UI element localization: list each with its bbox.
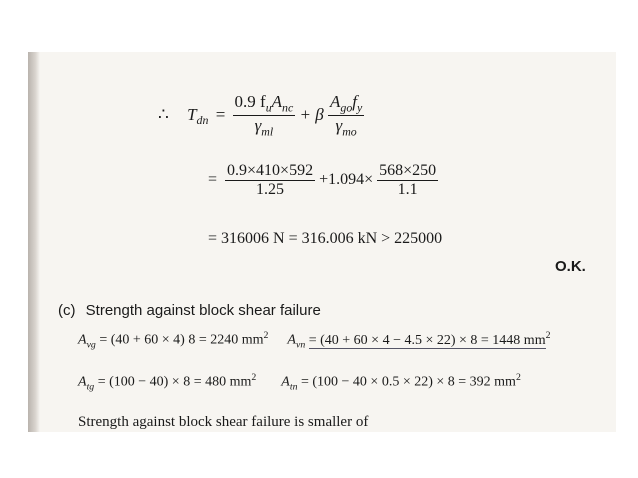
atn-sup: 2 xyxy=(515,372,521,383)
atn-sub: tn xyxy=(289,381,298,393)
avg-expression: = (40 + 60 × 4) 8 = 2240 mm xyxy=(99,332,264,348)
avn-sup: 2 xyxy=(545,330,551,341)
fraction-ago-fy xyxy=(328,92,364,140)
frac1-num-a-sub: nc xyxy=(282,100,294,115)
avg-sub: vg xyxy=(86,339,96,351)
atg-sup: 2 xyxy=(251,372,257,383)
frac1-den-sub: ml xyxy=(261,124,274,139)
plus-1094: +1.094× xyxy=(319,171,374,189)
equation-tdn-formula xyxy=(158,92,364,140)
atn-expression: = (100 − 40 × 0.5 × 22) × 8 = 392 mm xyxy=(300,374,516,390)
atg-expression: = (100 − 40) × 8 = 480 mm xyxy=(97,374,252,390)
tdn-subscript: dn xyxy=(196,113,209,128)
atg-sub: tg xyxy=(86,381,95,393)
frac-numeric-1-num: 0.9×410×592 xyxy=(227,162,314,179)
avn-expression: = (40 + 60 × 4 − 4.5 × 22) × 8 = 1448 mm xyxy=(308,332,546,348)
therefore-symbol: ∴ xyxy=(158,104,169,124)
area-row-1 xyxy=(78,330,551,350)
equation-result: = 316006 N = 316.006 kN > 225000 xyxy=(208,230,443,247)
frac2-numerator: A xyxy=(329,92,341,111)
textbook-page xyxy=(28,52,616,432)
frac2-den-sub: mo xyxy=(342,124,357,139)
frac1-num-a: A xyxy=(271,92,283,111)
equals-sign-2: = xyxy=(208,171,218,189)
avn-sub: vn xyxy=(295,339,306,351)
section-label: (c) xyxy=(58,302,76,319)
tdn-symbol: T xyxy=(187,104,197,124)
section-title: Strength against block shear failure xyxy=(85,302,321,319)
fraction-numeric-1 xyxy=(225,162,315,199)
frac1-numerator: 0.9 f xyxy=(234,92,266,111)
area-row-2 xyxy=(78,372,521,392)
frac-numeric-2-den: 1.1 xyxy=(377,180,438,199)
avn-symbol: A xyxy=(287,332,296,348)
atg-symbol: A xyxy=(78,374,87,390)
frac-numeric-1-den: 1.25 xyxy=(225,180,315,199)
atn-symbol: A xyxy=(281,374,290,390)
frac2-num-sub: go xyxy=(340,100,353,115)
section-heading xyxy=(58,302,321,319)
block-shear-smaller-of: Strength against block shear failure is smaller of xyxy=(78,414,369,430)
frac2-num-f-sub: y xyxy=(357,100,363,115)
frac2-num-f: f xyxy=(352,92,357,111)
plus-beta: + β xyxy=(299,104,324,124)
fraction-numeric-2 xyxy=(377,162,438,199)
frac1-num-sub: u xyxy=(265,100,272,115)
frac-numeric-2-num: 568×250 xyxy=(379,162,437,179)
equation-numeric-substitution xyxy=(208,162,438,199)
equals-sign: = xyxy=(215,104,226,124)
ok-label: O.K. xyxy=(555,258,586,275)
frac2-denominator: γ xyxy=(335,116,343,136)
page-edge-shadow xyxy=(28,52,40,432)
avg-symbol: A xyxy=(78,332,87,348)
fraction-fu-anc xyxy=(233,92,296,140)
frac1-denominator: γ xyxy=(254,116,262,136)
avg-sup: 2 xyxy=(263,330,269,341)
